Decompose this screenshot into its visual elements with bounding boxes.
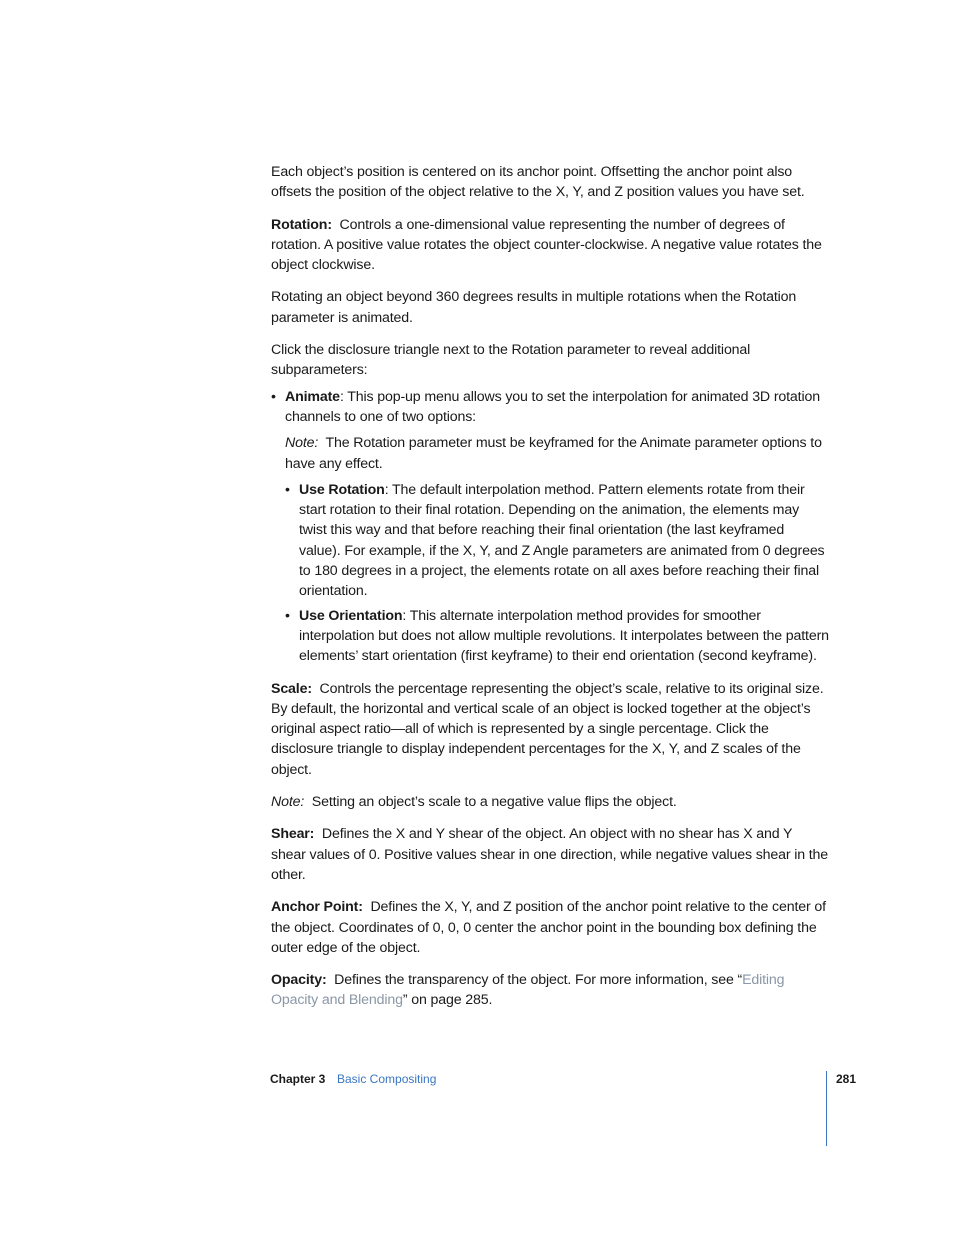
paragraph-anchor-point — [271, 897, 829, 958]
list-item-use-rotation — [285, 480, 829, 602]
use-orientation-term: Use Orientation — [299, 607, 403, 624]
use-rotation-text: : The default interpolation method. Pattern elements rotate from their start rotation to their final rotation. Depending on the animation, the elements may twist this way and that before reaching their final orientation (the last keyframed value). For example, if the X, Y, and Z Angle parameters are animated from 0 degrees to 180 degrees in a project, the elements rotate on all axes before reaching their final orientation. — [299, 481, 825, 600]
bullet-icon: • — [271, 388, 276, 405]
note-text: Setting an object’s scale to a negative value flips the object. — [311, 794, 677, 811]
footer-page-number: 281 — [836, 1072, 857, 1086]
bullet-icon: • — [285, 481, 290, 498]
bullet-icon: • — [285, 607, 290, 624]
note-text: The Rotation parameter must be keyframed for the Animate parameter options to have any effect. — [285, 435, 822, 472]
note-label: Note: — [271, 794, 305, 811]
use-orientation-text: : This alternate interpolation method provides for smoother interpolation but does not allow multiple revolutions. It interpolates between the pattern elements’ start orientation (first keyframe) to their end orientation (second keyframe). — [299, 607, 829, 665]
scale-text: Controls the percentage representing the object’s scale, relative to its original size. By default, the horizontal and vertical scale of an object is locked together at the object’s original aspect ratio—all of which is represented by a single percentage. Click the disclosure triangle to display independent percentages for the X, Y, and Z scales of the object. — [271, 680, 824, 778]
note-label: Note: — [285, 435, 319, 452]
paragraph-disclosure: Click the disclosure triangle next to the Rotation parameter to reveal additional subparameters: — [271, 342, 751, 379]
animate-term: Animate — [285, 388, 340, 405]
footer-chapter-title[interactable]: Basic Compositing — [337, 1072, 437, 1086]
paragraph-shear — [271, 824, 829, 885]
shear-term: Shear: — [271, 826, 315, 843]
paragraph-opacity — [271, 970, 829, 1011]
footer-chapter-label: Chapter 3 — [270, 1072, 326, 1086]
list-item-use-orientation — [285, 606, 829, 667]
opacity-link[interactable]: Editing Opacity and Blending — [271, 972, 785, 1009]
rotation-text: Controls a one-dimensional value representing the number of degrees of rotation. A positive value rotates the object counter-clockwise. A negative value rotates the object clockwise. — [271, 216, 822, 274]
note-animate — [271, 433, 829, 474]
paragraph-rotation-beyond-360: Rotating an object beyond 360 degrees results in multiple rotations when the Rotation parameter is animated. — [271, 289, 797, 326]
list-item-animate — [271, 387, 829, 428]
rotation-term: Rotation: — [271, 216, 332, 233]
note-scale — [271, 792, 829, 812]
opacity-term: Opacity: — [271, 972, 327, 989]
paragraph-anchor-position: Each object’s position is centered on its anchor point. Offsetting the anchor point also offsets the position of the object relative to the X, Y, and Z position values you have set. — [271, 164, 805, 201]
anchor-point-term: Anchor Point: — [271, 899, 363, 916]
opacity-text-before: Defines the transparency of the object. For more information, see “ — [334, 972, 743, 989]
scale-term: Scale: — [271, 680, 312, 697]
footer-divider — [826, 1071, 827, 1146]
shear-text: Defines the X and Y shear of the object. An object with no shear has X and Y shear values of 0. Positive values shear in one direction, while negative values shear in the other. — [271, 826, 829, 883]
paragraph-rotation — [271, 215, 829, 276]
use-rotation-term: Use Rotation — [299, 481, 385, 498]
page-body — [271, 162, 829, 1011]
anchor-point-text: Defines the X, Y, and Z position of the anchor point relative to the center of the object. Coordinates of 0, 0, 0 center the anchor point in the bounding box defining the outer edge of the object. — [271, 899, 826, 956]
opacity-text-after: ” on page 285. — [402, 992, 493, 1009]
paragraph-scale — [271, 679, 829, 780]
animate-text: : This pop-up menu allows you to set the interpolation for animated 3D rotation channels to one of two options: — [285, 388, 820, 425]
